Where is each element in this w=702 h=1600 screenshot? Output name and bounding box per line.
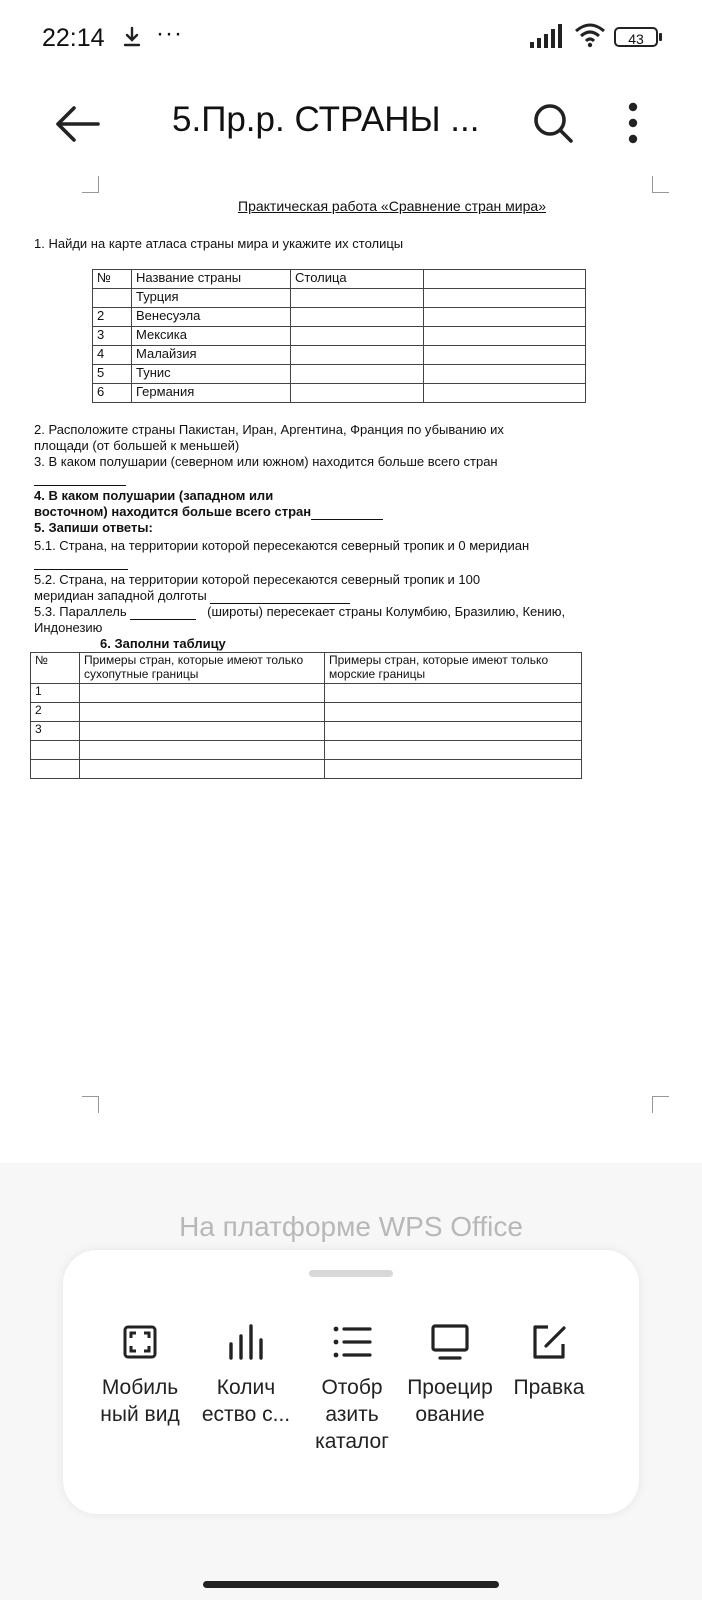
table-cell	[325, 741, 582, 760]
more-options-button[interactable]	[618, 98, 648, 148]
table-row	[93, 365, 586, 384]
table-header-cell: Столица	[291, 270, 424, 289]
question-5-3-text-b: (широты) пересекает страны Колумбию, Бразилию, Кению,	[207, 604, 566, 619]
table-cell	[80, 722, 325, 741]
page-corner-mark	[652, 176, 669, 193]
table-row	[31, 741, 582, 760]
question-4-line-2	[34, 504, 383, 520]
document-heading	[0, 198, 702, 214]
question-5-1: 5.1. Страна, на территории которой пересекаются северный тропик и 0 меридиан	[34, 538, 530, 553]
table-cell: Венесуэла	[132, 308, 291, 327]
table-header-row	[93, 270, 586, 289]
heading-text: Практическая работа «Сравнение стран мира»	[238, 198, 546, 214]
question-6: 6. Заполни таблицу	[100, 636, 226, 651]
table-cell: 3	[31, 722, 80, 741]
table-cell	[424, 365, 586, 384]
monitor-icon	[430, 1324, 470, 1360]
question-5-2-text: меридиан западной долготы	[34, 588, 207, 603]
question-1: 1. Найди на карте атласа страны мира и укажите их столицы	[34, 236, 404, 251]
table-cell: 6	[93, 384, 132, 403]
table-header-row	[31, 653, 582, 684]
question-5-2-line-1: 5.2. Страна, на территории которой пересекаются северный тропик и 100	[34, 572, 481, 587]
back-arrow-icon	[52, 102, 104, 146]
table-cell	[291, 346, 424, 365]
table-header-cell: Примеры стран, которые имеют только морские границы	[325, 653, 582, 684]
table-cell	[424, 327, 586, 346]
table-cell	[80, 760, 325, 779]
table-cell	[80, 684, 325, 703]
table-header-cell	[424, 270, 586, 289]
question-2-line-2: площади (от большей к меньшей)	[34, 438, 240, 453]
action-label: Правка	[513, 1376, 585, 1399]
borders-table	[30, 652, 582, 779]
back-button[interactable]	[52, 102, 104, 146]
table-row	[93, 384, 586, 403]
mobile-view-button[interactable]	[86, 1324, 194, 1428]
document-title: 5.Пр.р. СТРАНЫ ...	[172, 100, 480, 139]
table-header-cell: Примеры стран, которые имеют только сухопутные границы	[80, 653, 325, 684]
table-cell	[325, 760, 582, 779]
table-cell	[93, 289, 132, 308]
question-5-3	[34, 604, 565, 620]
table-cell	[80, 703, 325, 722]
table-cell: 1	[31, 684, 80, 703]
question-4-line-1: 4. В каком полушарии (западном или	[34, 488, 274, 503]
answer-line-5-1	[34, 554, 128, 570]
gesture-navigation-bar[interactable]	[203, 1581, 499, 1588]
question-5: 5. Запиши ответы:	[34, 520, 153, 535]
page-corner-mark	[652, 1096, 669, 1113]
table-cell: Малайзия	[132, 346, 291, 365]
table-header-cell: №	[93, 270, 132, 289]
table-cell: 2	[93, 308, 132, 327]
table-cell: Тунис	[132, 365, 291, 384]
table-row	[31, 684, 582, 703]
table-cell	[424, 308, 586, 327]
action-label: Колич ество с...	[201, 1376, 291, 1426]
table-row	[31, 703, 582, 722]
signal-icon	[530, 24, 564, 53]
app-bar	[0, 84, 702, 164]
powered-by-label: На платформе WPS Office	[179, 1211, 523, 1242]
table-cell: 2	[31, 703, 80, 722]
projection-button[interactable]	[396, 1324, 504, 1428]
table-row	[93, 289, 586, 308]
status-time: 22:14	[42, 24, 105, 52]
table-row	[31, 722, 582, 741]
table-cell	[291, 365, 424, 384]
document-page[interactable]	[0, 176, 702, 1116]
question-5-2-line-2	[34, 588, 350, 604]
table-cell	[31, 760, 80, 779]
table-cell	[424, 384, 586, 403]
more-vertical-icon	[618, 98, 648, 148]
download-icon	[122, 26, 142, 53]
table-row	[93, 308, 586, 327]
table-cell	[291, 384, 424, 403]
sheet-drag-handle[interactable]	[309, 1270, 393, 1277]
status-more: ···	[156, 20, 183, 47]
page-corner-mark	[82, 1096, 99, 1113]
table-cell: 3	[93, 327, 132, 346]
fullscreen-icon	[122, 1324, 158, 1360]
question-3: 3. В каком полушарии (северном или южном) находится больше всего стран	[34, 454, 498, 469]
battery-icon: 43	[614, 27, 658, 47]
table-row	[93, 327, 586, 346]
edit-button[interactable]	[495, 1324, 603, 1401]
table-cell: 4	[93, 346, 132, 365]
answer-line-3	[34, 470, 126, 486]
table-cell: Турция	[132, 289, 291, 308]
battery-tip	[659, 33, 662, 41]
word-count-button[interactable]	[192, 1324, 300, 1428]
question-5-3-text-a: 5.3. Параллель	[34, 604, 127, 619]
table-header-cell: №	[31, 653, 80, 684]
countries-table	[92, 269, 586, 403]
wifi-icon	[574, 22, 606, 53]
question-4-text: восточном) находится больше всего стран	[34, 504, 312, 519]
search-icon	[530, 100, 576, 146]
table-cell	[325, 722, 582, 741]
table-cell	[291, 289, 424, 308]
table-cell: Мексика	[132, 327, 291, 346]
table-header-cell: Название страны	[132, 270, 291, 289]
action-label: Мобиль ный вид	[100, 1376, 180, 1426]
table-cell	[291, 327, 424, 346]
bar-chart-icon	[226, 1324, 266, 1360]
action-label: Проецир ование	[407, 1376, 493, 1426]
search-button[interactable]	[530, 100, 576, 146]
table-cell	[80, 741, 325, 760]
action-label: Отобр азить каталог	[315, 1376, 389, 1453]
table-cell	[424, 289, 586, 308]
question-5-3-line-2: Индонезию	[34, 620, 103, 635]
table-cell: 5	[93, 365, 132, 384]
status-bar	[0, 0, 702, 76]
show-contents-button[interactable]	[298, 1324, 406, 1455]
table-row	[31, 760, 582, 779]
table-cell	[31, 741, 80, 760]
table-cell	[325, 703, 582, 722]
list-icon	[332, 1324, 372, 1360]
table-cell: Германия	[132, 384, 291, 403]
bottom-sheet	[63, 1250, 639, 1514]
table-cell	[424, 346, 586, 365]
edit-icon	[530, 1324, 568, 1360]
page-corner-mark	[82, 176, 99, 193]
table-cell	[325, 684, 582, 703]
question-2-line-1: 2. Расположите страны Пакистан, Иран, Аргентина, Франция по убыванию их	[34, 422, 504, 437]
table-cell	[291, 308, 424, 327]
table-row	[93, 346, 586, 365]
